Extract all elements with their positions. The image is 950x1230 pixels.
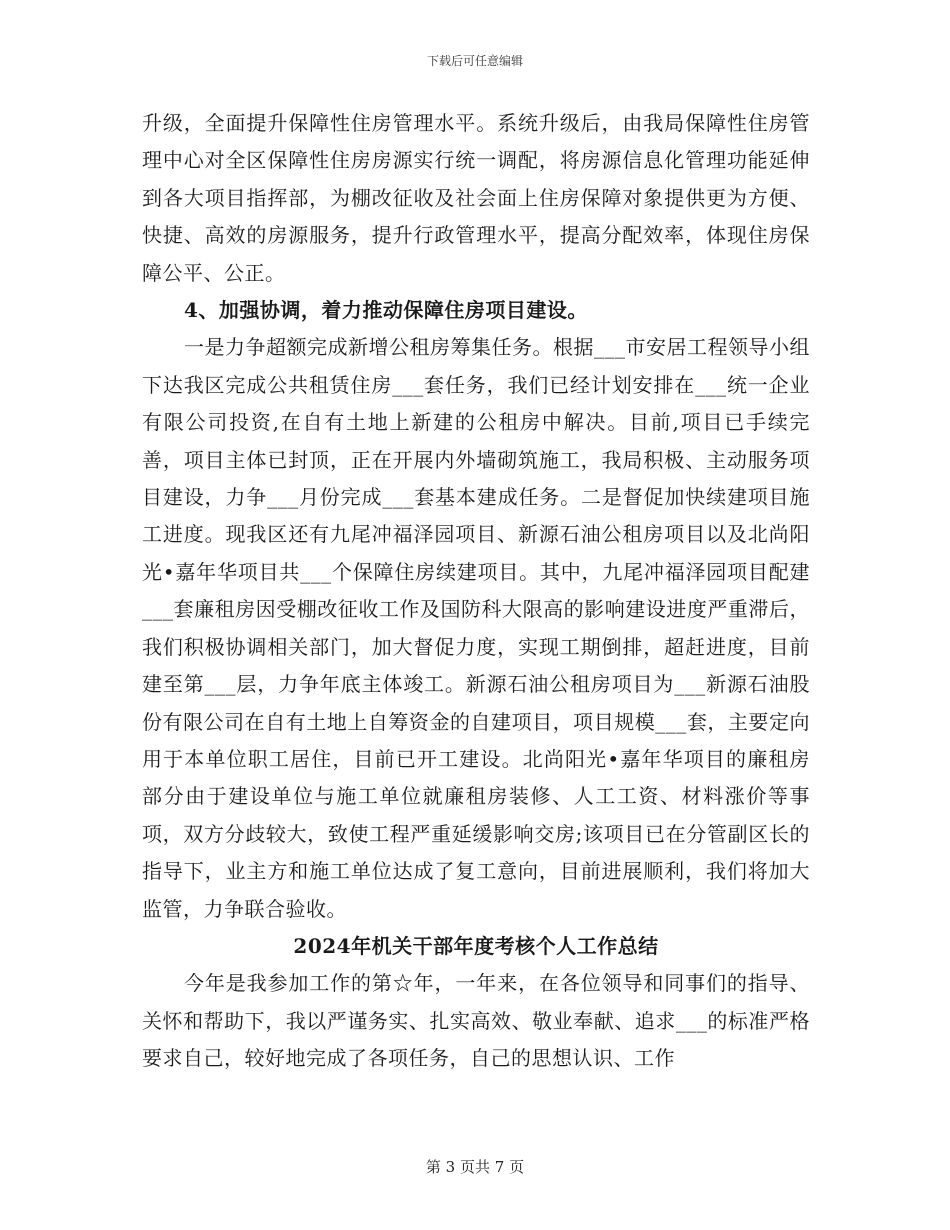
paragraph-project-construction: 一是力争超额完成新增公租房筹集任务。根据___市安居工程领导小组下达我区完成公共租赁住房___套任务，我们已经计划安排在___统一企业有限公司投资,在自有土地上新建的公租房中解决。目前,项目已手续完善，项目主体已封顶，正在开展内外墙砌筑施工，我局积极、主动服务项目建设，力争___月份完成___套基本建成任务。二是督促加快续建项目施工进度。现我区还有九尾冲福泽园项目、新源石油公租房项目以及北尚阳光•嘉年华项目共___个保障住房续建项目。其中，九尾冲福泽园项目配建___套廉租房因受棚改征收工作及国防科大限高的影响建设进度严重滞后，我们积极协调相关部门，加大督促力度，实现工期倒排，超赶进度，目前建至第___层，力争年底主体竣工。新源石油公租房项目为___新源石油股份有限公司在自有土地上自筹资金的自建项目，项目规模___套，主要定向用于本单位职工居住，目前已开工建设。北尚阳光•嘉年华项目的廉租房部分由于建设单位与施工单位就廉租房装修、人工工资、材料涨价等事项，双方分歧较大，致使工程严重延缓影响交房;该项目已在分管副区长的指导下，业主方和施工单位达成了复工意向，目前进展顺利，我们将加大监管，力争联合验收。 — [142, 335, 810, 921]
page-footer: 第 3 页共 7 页 — [425, 1158, 525, 1176]
section-heading: 4、加强协调，着力推动保障住房项目建设。 — [184, 298, 588, 323]
paragraph-summary-intro: 今年是我参加工作的第☆年，一年来，在各位领导和同事们的指导、关怀和帮助下，我以严谨务实、扎实高效、敬业奉献、追求___的标准严格要求自己，较好地完成了各项任务，自己的思想认识、工作 — [142, 971, 810, 1071]
document-title: 2024年机关干部年度考核个人工作总结 — [293, 933, 659, 958]
document-body — [142, 105, 810, 1078]
page-header: 下载后可任意编辑 — [426, 54, 523, 68]
paragraph-continuation: 升级，全面提升保障性住房管理水平。系统升级后，由我局保障性住房管理中心对全区保障性住房房源实行统一调配，将房源信息化管理功能延伸到各大项目指挥部，为棚改征收及社会面上住房保障对象提供更为方便、快捷、高效的房源服务，提升行政管理水平，提高分配效率，体现住房保障公平、公正。 — [142, 111, 810, 285]
